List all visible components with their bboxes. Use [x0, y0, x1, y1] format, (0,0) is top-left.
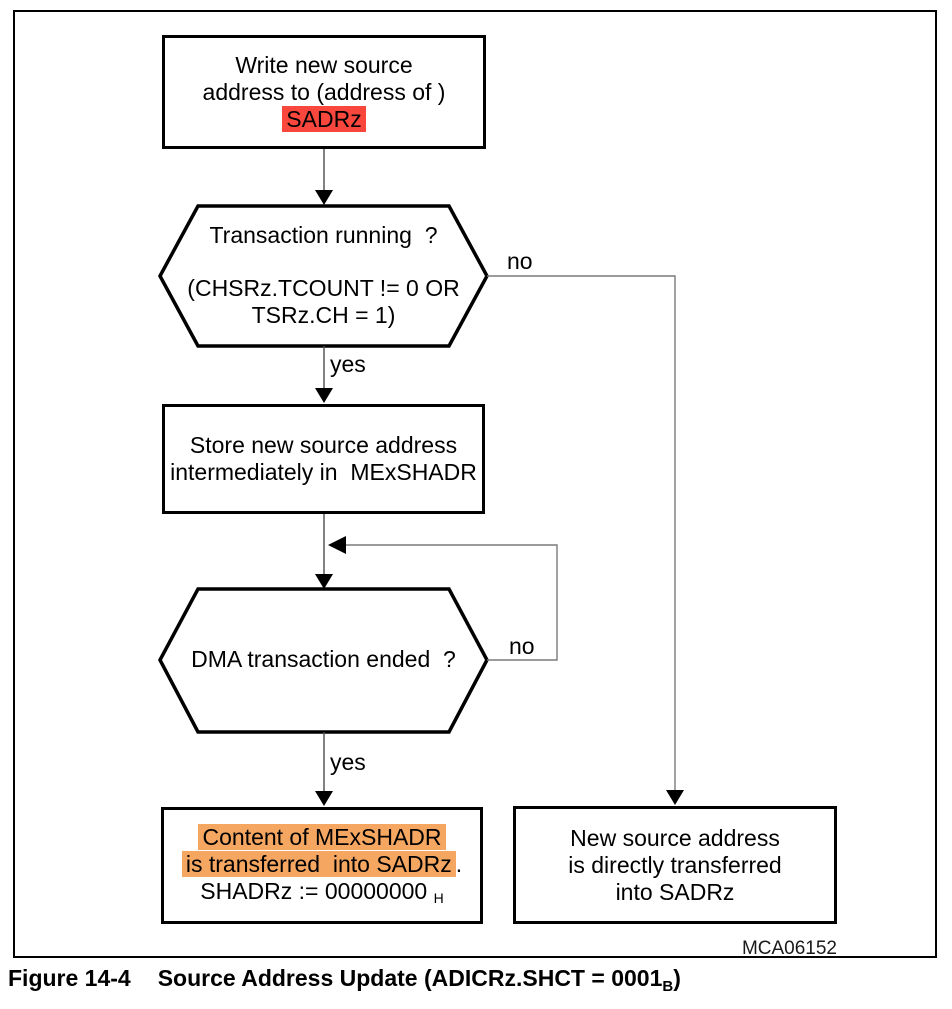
transfer-highlight-2: is transferred into SADRz: [182, 851, 456, 877]
process-write-line1: Write new source: [235, 51, 413, 78]
decision2-yes-label: yes: [330, 749, 366, 775]
process-direct-box: [513, 806, 837, 924]
decision-ended-question-text: DMA transaction ended ?: [191, 646, 456, 672]
process-transfer-line1: [198, 824, 445, 851]
process-direct-line2: is directly transferred: [568, 851, 782, 878]
process-direct-line3: into SADRz: [615, 878, 735, 905]
decision-running-condition: [160, 275, 487, 329]
arrowhead-into-direct-box: [666, 790, 684, 805]
arrowhead-into-decision2: [315, 574, 333, 589]
figure-caption: [8, 965, 681, 995]
binary-subscript: B: [662, 978, 674, 995]
figure-caption-title: Source Address Update (ADICRz.SHCT = 0001: [157, 965, 663, 991]
decision-running-condition2: TSRz.CH = 1): [251, 302, 396, 328]
arrowhead-loop-left: [328, 536, 346, 554]
arrowhead-into-transfer-box: [315, 791, 333, 806]
connector-decision1-no-branch: [487, 276, 675, 792]
decision-ended-question: [160, 646, 487, 673]
figure-watermark: MCA06152: [741, 938, 837, 959]
figure-caption-label: Figure 14-4: [8, 965, 131, 991]
process-direct-line1: New source address: [570, 824, 780, 851]
process-write-box: [162, 35, 486, 149]
figure-caption-suffix: ): [673, 965, 681, 991]
process-store-box: [162, 404, 485, 514]
process-write-line2: address to (address of ): [202, 78, 446, 105]
decision-running-question: [160, 222, 487, 249]
figure-border: [13, 10, 937, 958]
process-transfer-line2: [182, 851, 462, 878]
process-store-line2: intermediately in MExSHADR: [170, 459, 477, 485]
process-transfer-line3: [200, 878, 443, 908]
arrowhead-into-decision1: [315, 190, 333, 205]
decision1-yes-label: yes: [330, 351, 366, 377]
transfer-period: .: [455, 850, 463, 877]
process-write-line3: [282, 106, 365, 133]
process-store-line1: Store new source address: [189, 432, 458, 458]
decision2-no-label: no: [509, 633, 535, 659]
arrowhead-into-store-box: [315, 388, 333, 403]
decision-running-condition1: (CHSRz.TCOUNT != 0 OR: [187, 275, 460, 301]
transfer-highlight-1: Content of MExSHADR: [198, 824, 445, 850]
decision1-no-label: no: [507, 248, 533, 274]
decision-running-question-text: Transaction running ?: [209, 222, 438, 248]
hex-subscript: H: [433, 889, 444, 906]
shadrz-assignment: SHADRz := 00000000: [200, 877, 428, 904]
sadrz-register-highlight: SADRz: [282, 106, 365, 132]
process-transfer-box: [161, 807, 483, 924]
